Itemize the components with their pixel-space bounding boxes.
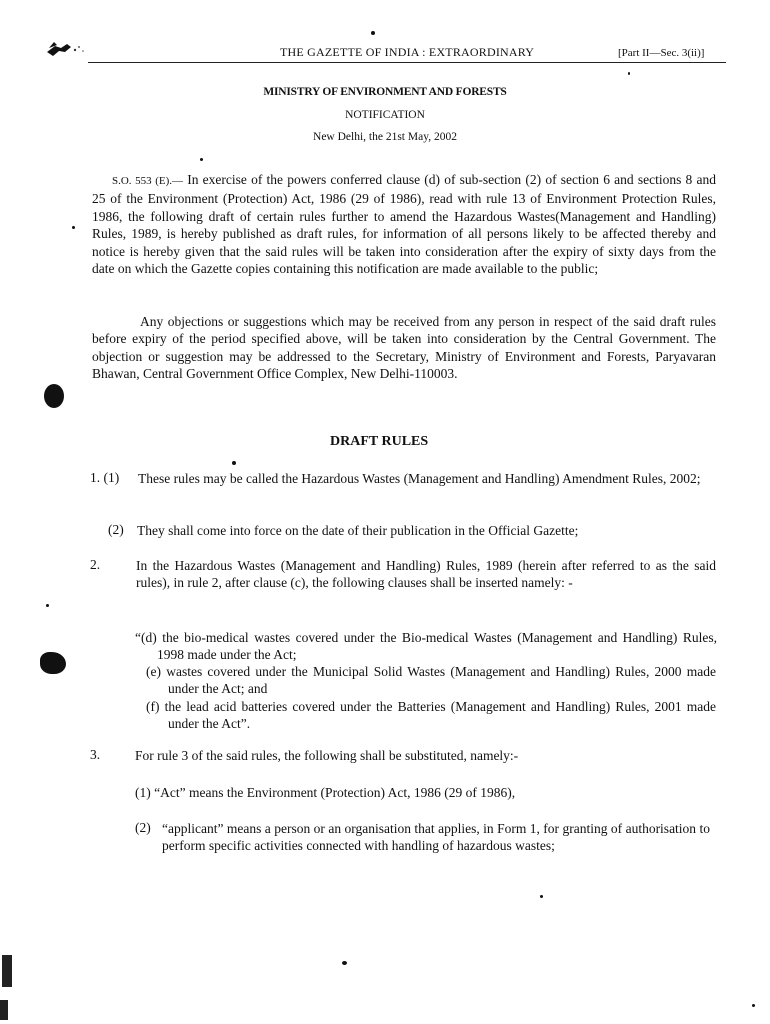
scan-speck	[628, 72, 630, 75]
scan-edge-mark	[0, 1000, 8, 1020]
rule-1-text: These rules may be called the Hazardous Wastes (Management and Handling) Amendment Rules, 2002;	[138, 471, 701, 486]
scan-speck	[371, 31, 375, 35]
rule-3-clause-2-text: “applicant” means a person or an organisation that applies, in Form 1, for granting of authorisation to perform specific activities connected with handling of hazardous wastes;	[162, 821, 710, 854]
gazette-title: THE GAZETTE OF INDIA : EXTRAORDINARY	[280, 45, 535, 59]
scan-speck	[46, 604, 49, 607]
scan-speck	[540, 895, 543, 898]
rule-3-clause-1: (1) “Act” means the Environment (Protection) Act, 1986 (29 of 1986),	[135, 785, 516, 800]
draft-rules-title: DRAFT RULES	[330, 434, 429, 449]
rule-1-2-number: (2)	[108, 522, 124, 537]
scan-speck	[72, 226, 75, 229]
paragraph-1-text: In exercise of the powers conferred clause (d) of sub-section (2) of section 6 and sections 8 and 25 of the Environment (Protection) Act, 1986 (29 of 1986), read with rule 13 of Environment Protection Rules, 1986, the following draft of certain rules further to amend the Hazardous Wastes(Management and Handling) Rules, 1989, is hereby published as draft rules, for information of all persons likely to be affected thereby and notice is hereby given that the said rules will be taken into consideration after the expiry of sixty days from the date on which the Gazette copies containing this notification are made available to the public;	[92, 172, 716, 277]
rule-3-clause-2-number: (2)	[135, 820, 151, 835]
rule-3-number: 3.	[90, 747, 101, 762]
scan-speck	[232, 461, 236, 465]
paragraph-2: Any objections or suggestions which may be received from any person in respect of the said draft rules before expiry of the period specified above, will be taken into consideration by the Central Government. The objection or suggestion may be addressed to the Secretary, Ministry of Environment and Forests, Paryavaran Bhawan, Central Government Office Complex, New Delhi-110003.	[92, 314, 716, 382]
header-rule	[88, 62, 726, 63]
paragraph-1	[92, 171, 716, 277]
ministry-heading: MINISTRY OF ENVIRONMENT AND FORESTS	[263, 86, 507, 98]
date-line: New Delhi, the 21st May, 2002	[313, 131, 457, 143]
gazette-emblem-icon	[45, 38, 93, 60]
rule-2-number: 2.	[90, 557, 101, 572]
scan-blot	[40, 652, 66, 674]
clause-e: (e) wastes covered under the Municipal Solid Wastes (Management and Handling) Rules, 2000 made under the Act; and	[146, 664, 716, 697]
clause-d: “(d) the bio-medical wastes covered under the Bio-medical Wastes (Management and Handling) Rules, 1998 made under the Act;	[135, 630, 717, 663]
scan-blot	[44, 384, 64, 408]
scan-speck	[342, 961, 347, 965]
rule-3-text: For rule 3 of the said rules, the following shall be substituted, namely:-	[135, 748, 519, 763]
so-label: S.O. 553 (E).—	[112, 175, 184, 187]
scan-edge-mark	[2, 955, 12, 987]
rule-2-text: In the Hazardous Wastes (Management and Handling) Rules, 1989 (herein after referred to as the said rules), in rule 2, after clause (c), the following clauses shall be inserted namely: -	[136, 558, 716, 591]
rule-1-2-text: They shall come into force on the date of their publication in the Official Gazette;	[137, 523, 579, 538]
scan-speck	[752, 1004, 755, 1007]
gazette-part: [Part II—Sec. 3(ii)]	[618, 47, 705, 59]
scan-speck	[200, 158, 203, 161]
notification-heading: NOTIFICATION	[345, 109, 425, 121]
rule-1-number: 1. (1)	[90, 470, 120, 485]
clause-f: (f) the lead acid batteries covered under the Batteries (Management and Handling) Rules, 2001 made under the Act”.	[146, 699, 716, 732]
